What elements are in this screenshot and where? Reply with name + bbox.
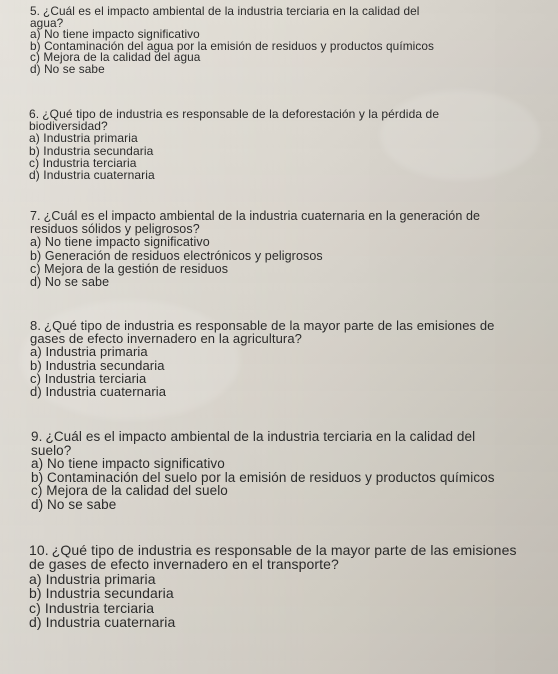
question-6-option-b: b) Industria secundaria	[29, 143, 154, 158]
question-5-text-line2: agua?	[30, 15, 64, 30]
question-6-text-line2: biodiversidad?	[29, 119, 108, 134]
question-5-text-line1	[30, 6, 558, 18]
question-10-option-a: a) Industria primaria	[29, 570, 156, 587]
question-10-option-d: d) Industria cuaternaria	[29, 614, 176, 631]
question-9-prompt: ¿Cuál es el impacto ambiental de la industria terciaria en la calidad del	[45, 429, 476, 444]
question-8-option-c: c) Industria terciaria	[30, 370, 147, 386]
question-5-option-a: a) No tiene impacto significativo	[30, 27, 200, 41]
question-9-option-c: c) Mejora de la calidad del suelo	[31, 483, 228, 499]
question-6	[29, 108, 558, 181]
question-7-text-line2: residuos sólidos y peligrosos?	[30, 222, 200, 237]
question-7-number: 7.	[30, 209, 41, 223]
question-10-text-line2: de gases de efecto invernadero en el transporte?	[29, 556, 339, 573]
question-7-prompt: ¿Cuál es el impacto ambiental de la industria cuaternaria en la generación de	[43, 209, 481, 223]
question-10-option-b: b) Industria secundaria	[29, 585, 174, 602]
question-6-option-c: c) Industria terciaria	[29, 155, 137, 170]
question-10-text-line1	[29, 543, 558, 557]
question-9-option-a: a) No tiene impacto significativo	[31, 456, 225, 472]
question-10	[29, 543, 558, 629]
question-6-option-a: a) Industria primaria	[29, 131, 138, 146]
question-8-number: 8.	[30, 318, 42, 333]
question-6-text-line1	[29, 108, 558, 120]
question-8-option-a: a) Industria primaria	[30, 344, 148, 360]
question-9-text-line1	[31, 430, 558, 444]
question-8-prompt: ¿Qué tipo de industria es responsable de la mayor parte de las emisiones de	[44, 318, 495, 333]
question-9	[31, 430, 558, 512]
question-9-text-line2: suelo?	[31, 442, 72, 458]
question-8	[30, 319, 558, 398]
question-5	[30, 6, 558, 75]
question-5-number: 5.	[30, 4, 41, 18]
question-6-prompt: ¿Qué tipo de industria es responsable de la deforestación y la pérdida de	[42, 107, 440, 121]
question-8-text-line2: gases de efecto invernadero en la agricultura?	[30, 331, 302, 347]
question-10-number: 10.	[29, 542, 49, 558]
question-5-option-d: d) No se sabe	[30, 61, 105, 76]
question-8-option-b: b) Industria secundaria	[30, 357, 165, 373]
question-5-option-c: c) Mejora de la calidad del agua	[30, 50, 201, 64]
question-9-number: 9.	[31, 429, 43, 444]
question-8-option-d: d) Industria cuaternaria	[30, 384, 167, 400]
question-7-option-d: d) No se sabe	[30, 275, 110, 290]
question-9-option-b: b) Contaminación del suelo por la emisión de residuos y productos químicos	[31, 469, 495, 485]
question-5-prompt: ¿Cuál es el impacto ambiental de la industria terciaria en la calidad del	[43, 4, 420, 18]
question-7	[30, 210, 558, 289]
question-10-prompt: ¿Qué tipo de industria es responsable de la mayor parte de las emisiones	[51, 542, 517, 558]
question-6-option-d: d) Industria cuaternaria	[29, 168, 155, 183]
question-7-option-c: c) Mejora de la gestión de residuos	[30, 261, 229, 276]
question-7-option-b: b) Generación de residuos electrónicos y peligrosos	[30, 248, 323, 263]
question-6-number: 6.	[29, 107, 40, 121]
question-9-option-d: d) No se sabe	[31, 496, 117, 512]
question-7-option-a: a) No tiene impacto significativo	[30, 235, 210, 250]
question-10-option-c: c) Industria terciaria	[29, 599, 155, 616]
question-5-option-b: b) Contaminación del agua por la emisión de residuos y productos químicos	[30, 38, 435, 53]
